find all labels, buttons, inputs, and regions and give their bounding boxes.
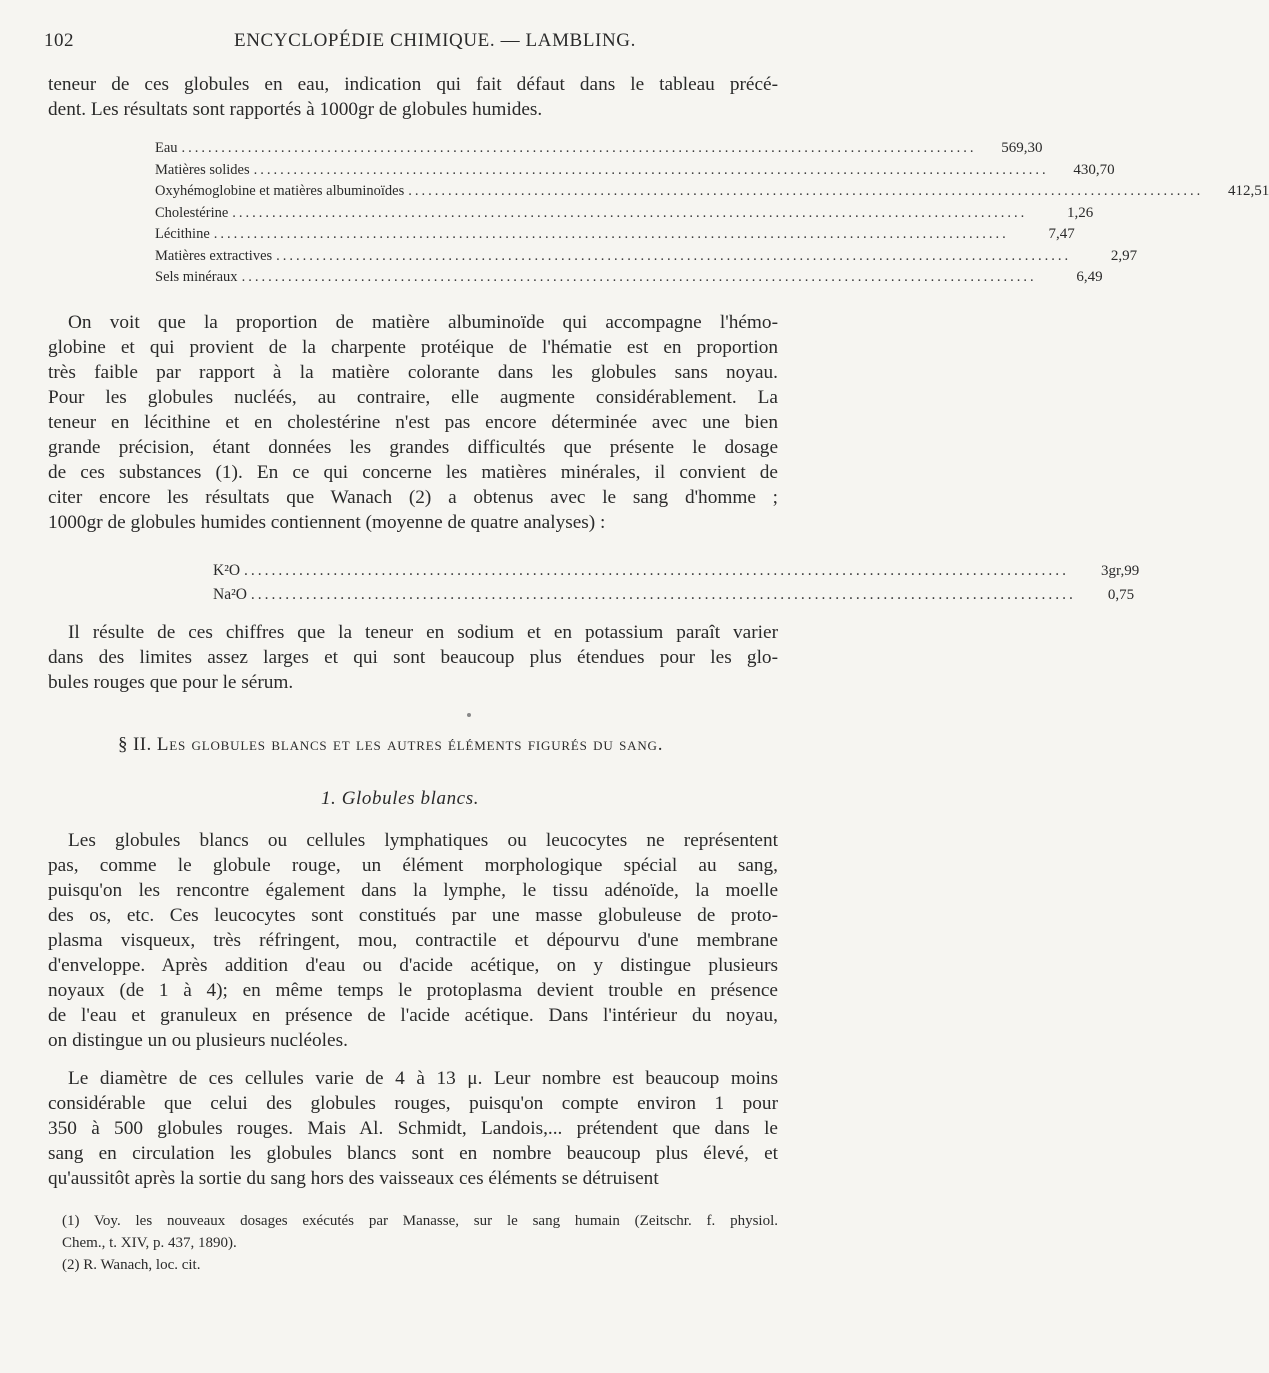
text-line: noyaux (de 1 à 4); en même temps le protoplasma devient trouble en présence [48,980,778,1001]
subsection-heading: 1. Globules blancs. [320,788,480,809]
table-row [155,138,1043,160]
dot-leader: ........................................................................................................................ [232,204,1028,221]
row-label: Matières extractives [155,247,273,264]
text-line: pas, comme le globule rouge, un élément morphologique spécial au sang, [48,855,778,876]
dot-leader: ........................................................................................................................ [241,269,1037,285]
running-title: ENCYCLOPÉDIE CHIMIQUE. — LAMBLING. [234,30,636,51]
section-number: § II. [118,734,152,755]
mineral-table [213,559,1140,607]
text-line: plasma visqueux, très réfringent, mou, contractile et dépourvu d'une membrane [48,930,778,951]
row-label: K²O [213,562,241,579]
dot-leader: ........................................................................................................................ [276,247,1072,264]
text-line: de ces substances (1). En ce qui concerne les matières minérales, il convient de [48,462,778,483]
table-row [155,246,1138,268]
table-row [155,181,1269,203]
row-label: Na²O [213,586,247,603]
paragraph-albuminoid [48,310,778,535]
section-title: Les globules blancs et les autres éléments figurés du sang. [156,734,664,755]
text-line: teneur en lécithine et en cholestérine n'est pas encore déterminée avec une bien [48,412,778,433]
table-row [213,559,1140,583]
row-value: 3gr,99 [1101,563,1140,579]
page-number: 102 [44,30,74,51]
row-label: Matières solides [155,161,250,178]
text-line: grande précision, étant données les grandes difficultés que présente le dosage [48,437,778,458]
text-line: Les globules blancs ou cellules lymphatiques ou leucocytes ne représentent [68,830,778,851]
section-heading [118,734,758,756]
paragraph-diameter [48,1066,778,1191]
row-label: Lécithine [155,226,210,242]
row-label: Cholestérine [155,204,229,221]
text-line: on distingue un ou plusieurs nucléoles. [48,1030,348,1051]
row-label: Oxyhémoglobine et matières albuminoïdes [155,183,405,199]
footnote-line: Chem., t. XIV, p. 437, 1890). [62,1235,237,1251]
footnote-2 [62,1254,778,1276]
table-row [155,224,1075,246]
text-line: de l'eau et granuleux en présence de l'acide acétique. Dans l'intérieur du noyau, [48,1005,778,1026]
dot-leader: ........................................................................................................................ [181,140,977,156]
text-line: qu'aussitôt après la sortie du sang hors des vaisseaux ces éléments se détruisent [48,1168,659,1189]
row-label: Eau [155,140,178,156]
paragraph-sodium-potassium [48,620,778,695]
text-line: Pour les globules nucléés, au contraire, elle augmente considérablement. La [48,387,778,408]
text-line: teneur de ces globules en eau, indication qui fait défaut dans le tableau précé- [48,74,778,95]
stray-dot [467,713,471,717]
dot-leader: ........................................................................................................................ [253,161,1049,178]
row-value: 430,70 [1073,161,1115,178]
row-value: 2,97 [1110,247,1138,264]
row-value: 412,51 [1228,183,1269,199]
dot-leader: ........................................................................................................................ [408,183,1204,199]
text-line: puisqu'on les rencontre également dans la lymphe, le tissu adénoïde, la moelle [48,880,778,901]
footnote-1 [62,1210,778,1254]
text-line: très faible par rapport à la matière colorante dans les globules sans noyau. [48,362,778,383]
text-line: 1000gr de globules humides contiennent (moyenne de quatre analyses) : [48,512,606,533]
text-line: bules rouges que pour le sérum. [48,672,294,693]
footnote-line: (1) Voy. les nouveaux dosages exécutés par Manasse, sur le sang humain (Zeitschr. f. physiol. [62,1213,778,1229]
dot-leader: ........................................................................................................................ [213,226,1009,242]
table-row [155,203,1094,225]
row-label: Sels minéraux [155,269,238,285]
row-value: 6,49 [1076,269,1103,285]
row-value: 7,47 [1048,226,1075,242]
text-line: dans des limites assez larges et qui sont beaucoup plus étendues pour les glo- [48,647,778,668]
dot-leader: ........................................................................................................................ [244,562,1070,579]
text-line: Le diamètre de ces cellules varie de 4 à 13 μ. Leur nombre est beaucoup moins [68,1068,778,1089]
intro-paragraph [48,72,778,122]
text-line: On voit que la proportion de matière albuminoïde qui accompagne l'hémo- [68,312,778,333]
table-row [213,583,1135,607]
text-line: sang en circulation les globules blancs sont en nombre beaucoup plus élevé, et [48,1143,778,1164]
table-row [155,267,1103,289]
text-line: Il résulte de ces chiffres que la teneur en sodium et en potassium paraît varier [68,622,778,643]
text-line: d'enveloppe. Après addition d'eau ou d'acide acétique, on y distingue plusieurs [48,955,778,976]
text-line: considérable que celui des globules rouges, puisqu'on compte environ 1 pour [48,1093,778,1114]
paragraph-leucocytes [48,828,778,1053]
text-line: 350 à 500 globules rouges. Mais Al. Schmidt, Landois,... prétendent que dans le [48,1118,778,1139]
text-line: dent. Les résultats sont rapportés à 1000gr de globules humides. [48,99,543,120]
footnote-line: (2) R. Wanach, loc. cit. [62,1257,201,1273]
table-row [155,160,1115,182]
text-line: des os, etc. Ces leucocytes sont constitués par une masse globuleuse de proto- [48,905,778,926]
text-line: globine et qui provient de la charpente protéique de l'hématie est en proportion [48,337,778,358]
dot-leader: ........................................................................................................................ [250,586,1076,603]
running-header [44,26,780,56]
globule-composition-table [155,138,1269,289]
row-value: 569,30 [1001,140,1043,156]
text-line: citer encore les résultats que Wanach (2) a obtenus avec le sang d'homme ; [48,487,778,508]
row-value: 1,26 [1067,204,1094,221]
row-value: 0,75 [1107,587,1135,603]
